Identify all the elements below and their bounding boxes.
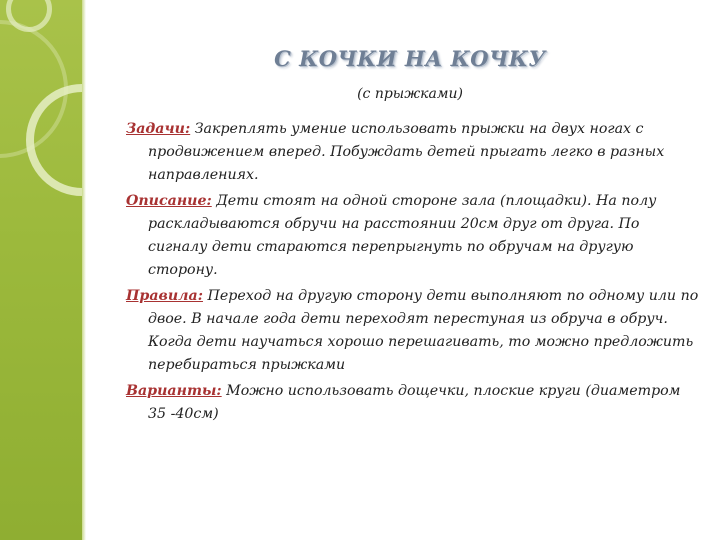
decorative-sidebar — [0, 0, 82, 540]
slide-title: С КОЧКИ НА КОЧКУ — [274, 46, 546, 71]
section-text: Дети стоят на одной стороне зала (площадки). На полу раскладываются обручи на расстоянии 20см друг от друга. По сигналу дети стараются перепрыгнуть по обручам на другую сторону. — [148, 193, 657, 278]
sidebar-edge — [82, 0, 86, 540]
section-text: Переход на другую сторону дети выполняют по одному или по двое. В начале года дети переходят перестуная из обруча в обруч. Когда дети научаться хорошо перешагивать, то можно предложить перебираться прыжками — [148, 288, 699, 373]
section-label: Правила: — [126, 288, 203, 304]
section-rules — [126, 285, 702, 377]
section-label: Варианты: — [126, 383, 222, 399]
section-text: Можно использовать дощечки, плоские круги (диаметром 35 -40см) — [148, 383, 681, 422]
section-description — [126, 190, 702, 282]
section-label: Задачи: — [126, 121, 191, 137]
section-label: Описание: — [126, 193, 212, 209]
section-text: Закреплять умение использовать прыжки на двух ногах с продвижением вперед. Побуждать детей прыгать легко в разных направлениях. — [148, 121, 665, 183]
section-tasks — [126, 118, 702, 187]
slide-subtitle: (с прыжками) — [357, 86, 463, 102]
slide-content — [126, 118, 702, 429]
section-variants — [126, 380, 702, 426]
